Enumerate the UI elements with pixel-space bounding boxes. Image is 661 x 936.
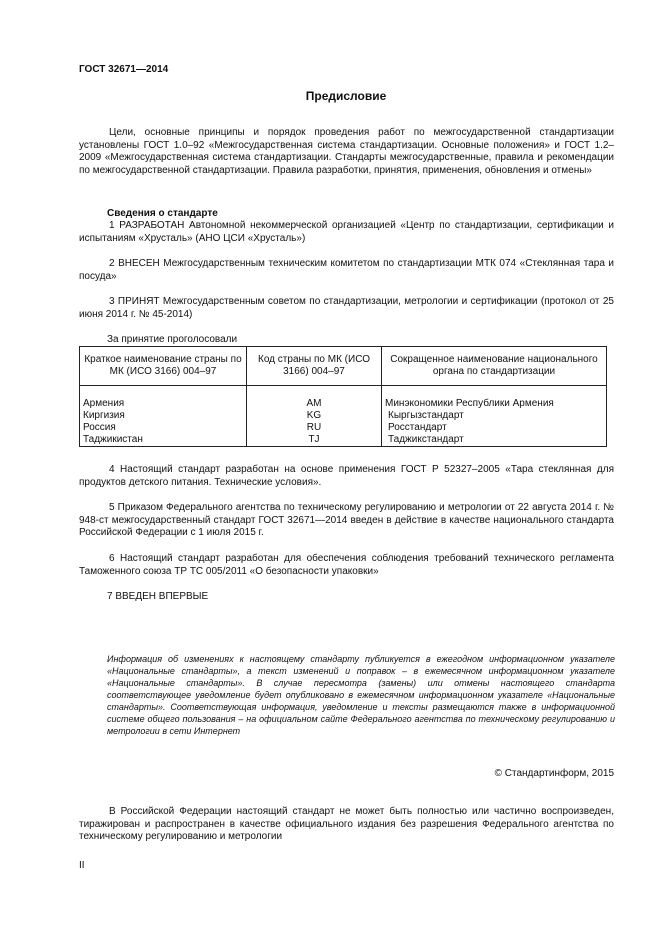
cell-country: Таджикистан: [80, 434, 247, 447]
vote-label: За принятие проголосовали: [107, 334, 238, 345]
item-5: [79, 502, 614, 540]
cell-country: Россия: [80, 422, 247, 434]
intro-text: Цели, основные принципы и порядок проведения работ по межгосударственной стандартизации установлены ГОСТ 1.0–92 «Межгосударственная система стандартизации. Основные положения» и ГОСТ 1.2–2009 «Межгосударственная система стандартизации. Стандарты межгосударственные, правила и рекомендации по межгосударственной стандартизации. Правила разработки, принятия, применения, обновления и отмены»: [79, 127, 614, 176]
item-7: 7 ВВЕДЕН ВПЕРВЫЕ: [107, 591, 209, 602]
item-4-text: 4 Настоящий стандарт разработан на основе применения ГОСТ Р 52327–2005 «Тара стеклянная для продуктов детского питания. Технические условия».: [79, 464, 614, 488]
cell-body: Кыргызстандарт: [382, 410, 607, 422]
cell-body: Таджикстандарт: [382, 434, 607, 447]
item-3: [79, 296, 614, 321]
cell-code: TJ: [247, 434, 382, 447]
cell-body: Росстандарт: [382, 422, 607, 434]
page-title: Предисловие: [305, 89, 387, 103]
intro-paragraph: [79, 127, 614, 177]
table-header-body: Сокращенное наименование национального органа по стандартизации: [382, 347, 607, 386]
item-4: [79, 464, 614, 489]
cell-code: AM: [247, 386, 382, 411]
cell-body: Минэкономики Республики Армения: [382, 386, 607, 411]
info-note: Информация об изменениях к настоящему стандарту публикуется в ежегодном информационном указателе «Национальные стандарты», а текст изменений и поправок – в ежемесячном информационном указателе «Национальные стандарты». В случае пересмотра (замены) или отмены настоящего стандарта соответствующее уведомление будет опубликовано в ежемесячном информационном указателе «Национальные стандарты». Соответствующая информация, уведомление и тексты размещаются также в информационной системе общего пользования – на официальном сайте Федерального агентства по техническому регулированию и метрологии в сети Интернет: [107, 654, 615, 736]
cell-country: Киргизия: [80, 410, 247, 422]
page-number: II: [79, 860, 85, 871]
copyright: © Стандартинформ, 2015: [494, 768, 614, 779]
table-row: [80, 386, 607, 411]
item-6-text: 6 Настоящий стандарт разработан для обеспечения соблюдения требований технического регламента Таможенного союза ТР ТС 005/2011 «О безопасности упаковки»: [79, 553, 614, 577]
cell-country: Армения: [80, 386, 247, 411]
item-3-text: 3 ПРИНЯТ Межгосударственным советом по стандартизации, метрологии и сертификации (протокол от 25 июня 2014 г. № 45-2014): [79, 296, 614, 320]
item-1-text: 1 РАЗРАБОТАН Автономной некоммерческой организацией «Центр по стандартизации, сертификации и испытаниям «Хрусталь» (АНО ЦСИ «Хрусталь»): [79, 220, 614, 244]
item-1: [79, 220, 614, 245]
table-header-country: Краткое наименование страны по МК (ИСО 3166) 004–97: [80, 347, 247, 386]
table-row: [80, 410, 607, 422]
voting-table: [79, 346, 607, 447]
item-2: [79, 258, 614, 283]
item-6: [79, 553, 614, 578]
document-code: ГОСТ 32671—2014: [79, 64, 169, 75]
table-row: [80, 422, 607, 434]
section-heading: Сведения о стандарте: [107, 208, 218, 219]
reproduction-note-text: В Российской Федерации настоящий стандарт не может быть полностью или частично воспроизведен, тиражирован и распространен в качестве официального издания без разрешения Федерального агентства по техническому регулированию и метрологии: [79, 806, 614, 842]
table-header-code: Код страны по МК (ИСО 3166) 004–97: [247, 347, 382, 386]
reproduction-note: [79, 806, 614, 844]
table-header-row: [80, 347, 607, 386]
item-2-text: 2 ВНЕСЕН Межгосударственным техническим комитетом по стандартизации МТК 074 «Стеклянная тара и посуда»: [79, 258, 614, 282]
item-5-text: 5 Приказом Федерального агентства по техническому регулированию и метрологии от 22 августа 2014 г. № 948-ст межгосударственный стандарт ГОСТ 32671—2014 введен в действие в качестве национального стандарта Российской Федерации с 1 июля 2015 г.: [79, 502, 614, 538]
cell-code: KG: [247, 410, 382, 422]
cell-code: RU: [247, 422, 382, 434]
table-row: [80, 434, 607, 447]
